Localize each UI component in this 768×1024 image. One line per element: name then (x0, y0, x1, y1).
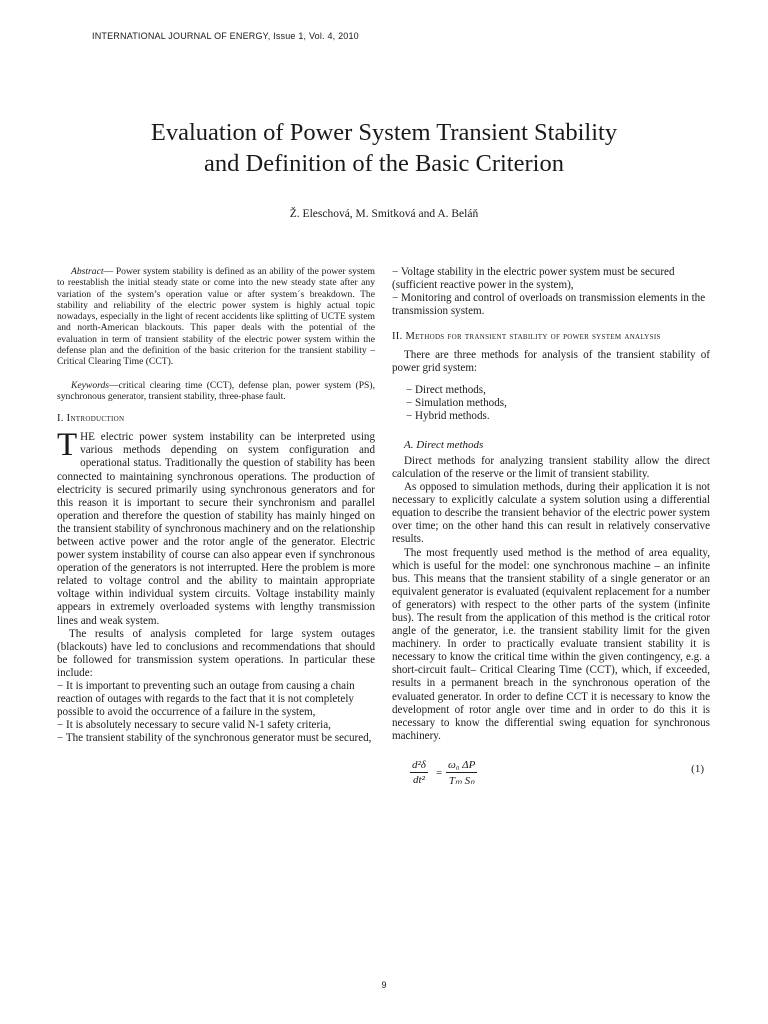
list-item: − It is important to preventing such an outage from causing a chain reaction of outages with regards to the fact that it is not completely possible to avoid the occurrence of a failure in the system, (57, 680, 355, 719)
paper-title (60, 117, 708, 179)
methods-intro-paragraph: There are three methods for analysis of the transient stability of power grid system: (392, 349, 710, 375)
keywords-label: Keywords (71, 379, 110, 391)
equation-lhs-numerator: d²δ (412, 758, 426, 771)
list-item: − It is absolutely necessary to secure valid N-1 safety criteria, (57, 719, 331, 732)
abstract-text: — Power system stability is defined as an ability of the power system to reestablish the initial steady state or come into the new steady state after any variation of the system’s operation value or after system´s breakdown. The stability and reliability of the electric power system is highly actual topic nowadays, especially in the light of recent accidents like splitting of UCTE system and north-American blackouts. This paper deals with the potential of the evaluation in term of transient stability of the electric power system within the defense plan and the definition of the basic criterion for the transient stability – Critical Clearing Time (CCT). (57, 266, 375, 368)
equation-equals-sign: = (436, 766, 443, 779)
outage-recommendations-list-continued (392, 266, 710, 318)
equation-lhs-denominator: dt² (413, 773, 425, 786)
equation-lhs-fraction (410, 759, 428, 786)
keywords (57, 380, 375, 403)
intro-paragraph-1-text: HE electric power system instability can be interpreted using various methods depending on system configuration and operational status. Traditionally the question of stability has been connected to maintaining synchronous operations. The production of electricity is secured primarily using synchronous generators and for this reason it is important to secure their synchronism and parallel operation and therefore the question of stability has mainly hinged on the transient stability of synchronous machinery and on the relationship between active power and the rotor angle of the generator. Electric power system instability of course can also appear even if synchronous operation of the generators is not interrupted. Here the problem is more related to voltage control and the ability to maintain appropriate voltage within individual system circuits. Voltage instability mainly appears in extremely overloaded systems with lengthy transmission lines and weak system. (57, 431, 375, 627)
abstract (57, 266, 375, 368)
title-line-2: and Definition of the Basic Criterion (204, 150, 564, 177)
section-heading-introduction: I. Introduction (57, 413, 125, 425)
right-column (392, 266, 710, 795)
equation-number: (1) (691, 762, 704, 775)
list-item: − Direct methods, (406, 383, 486, 396)
intro-paragraph-1 (57, 427, 375, 627)
section-heading-methods: II. Methods for transient stability of power system analysis (392, 331, 661, 343)
list-item: − The transient stability of the synchronous generator must be secured, (57, 732, 372, 745)
list-item: − Simulation methods, (406, 396, 507, 409)
swing-equation (392, 759, 710, 795)
direct-methods-paragraph-1: Direct methods for analyzing transient stability allow the direct calculation of the reserve or the limit of transient stability. (392, 454, 710, 480)
equation-rhs-fraction (446, 759, 477, 787)
page-number: 9 (381, 980, 387, 990)
intro-paragraph-2: The results of analysis completed for large system outages (blackouts) have led to conclusions and recommendations that should be followed for transmission system operations. In particular these include: (57, 627, 375, 679)
title-line-1: Evaluation of Power System Transient Stability (150, 119, 618, 146)
journal-header: INTERNATIONAL JOURNAL OF ENERGY, Issue 1, Vol. 4, 2010 (92, 31, 359, 41)
outage-recommendations-list (57, 680, 375, 745)
abstract-label: Abstract (71, 266, 104, 277)
equation-rhs-denominator: Tₘ Sₙ (448, 774, 475, 787)
list-item: − Monitoring and control of overloads on transmission elements in the transmission system. (392, 292, 706, 318)
direct-methods-paragraph-2: As opposed to simulation methods, during their application it is not necessary to explicitly calculate a system solution using a differential equation to describe the transient behavior of the electric power system over time; on the other hand this can result in relatively conservative results. (392, 481, 710, 546)
methods-list (406, 384, 710, 423)
drop-cap: T (57, 427, 78, 464)
list-item: − Voltage stability in the electric power system must be secured (sufficient reactive power in the system), (392, 266, 675, 292)
keywords-text: —critical clearing time (CCT), defense plan, power system (PS), synchronous generator, transient stability, three-phase fault. (57, 379, 375, 402)
direct-methods-paragraph-3: The most frequently used method is the method of area equality, which is useful for the model: one synchronous machine – an infinite bus. This means that the transient stability of a single generator or an equivalent generator is evaluated (equivalent replacement for a number of generators) with respect to the other parts of the system (infinite bus). The result from the application of this method is the critical rotor angle of the generator, i.e. the transient stability limit for the given machinery. In order to practically evaluate transient stability it is necessary to know the critical time within the given contingency, e.g. a short-circuit fault– Critical Clearing Time (CCT), which, if exceeded, results in a permanent breach in the synchronous operation of the evaluated generator. In order to define CCT it is necessary to know the development of rotor angle over time and in order to do this it is necessary to know the differential swing equation for synchronous machinery. (392, 546, 710, 742)
subsection-heading-direct-methods: A. Direct methods (404, 438, 484, 451)
list-item: − Hybrid methods. (406, 409, 490, 422)
equation-rhs-numerator: ω₀ ΔP (448, 758, 476, 771)
left-column (57, 266, 375, 746)
author-list: Ž. Eleschová, M. Smitková and A. Beláň (289, 208, 479, 220)
